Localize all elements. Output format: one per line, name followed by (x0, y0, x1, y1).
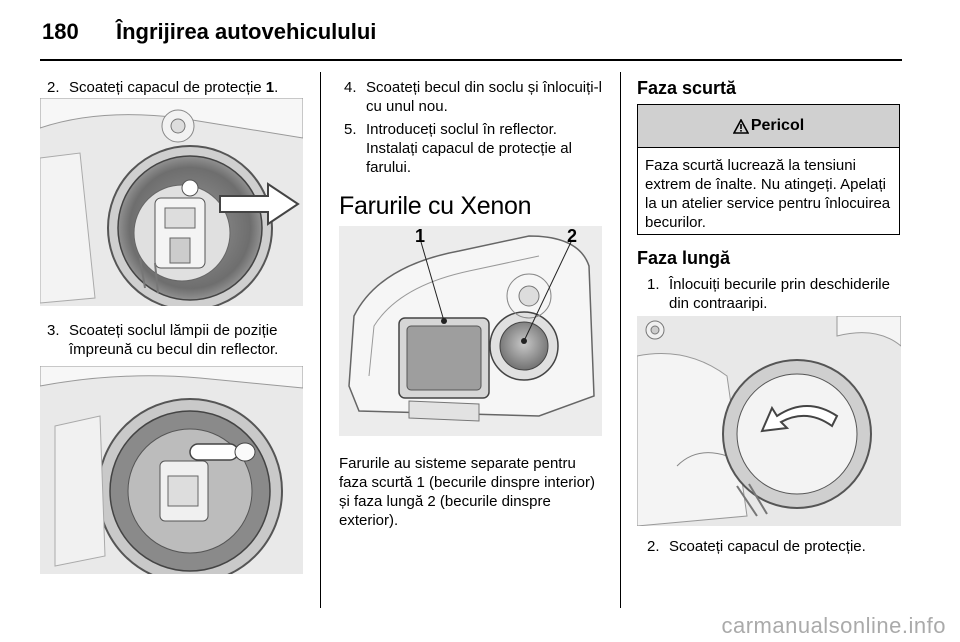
header-rule (40, 59, 902, 61)
col3-step-1 (647, 275, 903, 313)
step-number: 5. (344, 121, 357, 138)
step-number: 2. (647, 538, 660, 555)
column-divider-2 (620, 72, 621, 608)
col2-step-5 (344, 120, 606, 177)
figure-label-2: 2 (567, 226, 578, 246)
step-text: Scoateți capacul de protecție (69, 79, 266, 96)
page-title: Îngrijirea autovehiculului (116, 19, 377, 44)
warning-header (638, 105, 899, 148)
warning-triangle-icon (733, 119, 749, 134)
step-text: Scoateți becul din soclu și înlocuiți-l cu unul nou. (366, 79, 602, 115)
col1-step-3 (47, 321, 309, 359)
site-watermark: carmanualsonline.info (721, 613, 946, 638)
illustration-high-beam-access (637, 316, 901, 526)
warning-text: Faza scurtă lucrează la tensiuni extrem de înalte. Nu atingeți. Apelați la un atelier service pentru înlocuirea becurilor. (645, 157, 891, 231)
warning-title: Pericol (750, 117, 805, 134)
illustration-cover-removal (40, 98, 303, 306)
step-text: Scoateți soclul lămpii de poziție împreună cu becul din reflector. (69, 322, 279, 358)
figure-label-1: 1 (415, 226, 426, 246)
page-number: 180 (42, 19, 79, 44)
step-text: Introduceți soclul în reflector. Instalați capacul de protecție al farului. (366, 121, 572, 176)
step-number: 3. (47, 322, 60, 339)
col2-step-4 (344, 78, 606, 116)
illustration-xenon-headlamp (339, 226, 602, 436)
section-heading-xenon: Farurile cu Xenon (339, 192, 532, 220)
step-number: 4. (344, 79, 357, 96)
step-number: 1. (647, 276, 660, 293)
col3-step-2 (647, 537, 903, 556)
step-number: 2. (47, 79, 60, 96)
callout-ref: 1 (265, 79, 275, 96)
step-text: Scoateți capacul de protecție. (669, 538, 866, 555)
section-heading-low-beam: Faza scurtă (637, 78, 737, 98)
column-divider-1 (320, 72, 321, 608)
danger-warning-box (637, 104, 900, 235)
illustration-socket-removal (40, 366, 303, 574)
col1-step-2: 2. Scoateți capacul de protecție 1. (47, 79, 279, 96)
xenon-description: Farurile au sisteme separate pentru faza scurtă 1 (becurile dinspre interior) și faza lungă 2 (becurile dinspre exterior). (339, 455, 595, 529)
step-text: Înlocuiți becurile prin deschiderile din contraaripi. (669, 276, 890, 312)
section-heading-high-beam: Faza lungă (637, 248, 731, 268)
